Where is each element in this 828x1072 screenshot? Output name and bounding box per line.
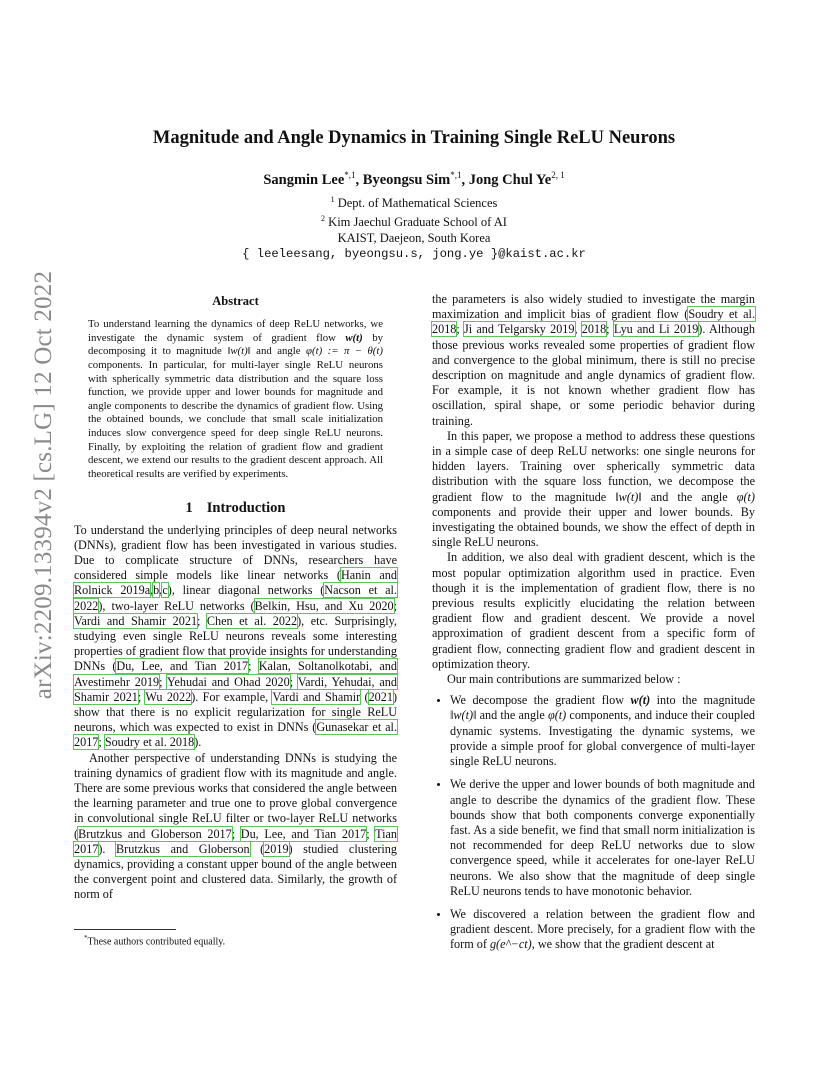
- citation-link[interactable]: c: [162, 583, 168, 598]
- body-paragraph: In this paper, we propose a method to address these questions in a simple case of deep ReLU networks: one single neurons for hidden layers. Training over spherically symmetric data distribution with the square loss function, we decompose the gradient flow to the magnitude ‖w(t)‖ and the angle φ(t) components and provide their upper and lower bounds. By investigating the obtained bounds, we show the effect of depth in single ReLU neurons.: [432, 428, 755, 550]
- section-heading-introduction: 1 Introduction: [185, 500, 286, 517]
- author-emails: { leeleesang, byeongsu.s, jong.ye }@kaist.ac.kr: [242, 247, 586, 262]
- citation-link[interactable]: Kalan, Soltanolkotabi, and Avestimehr 2019: [74, 659, 397, 689]
- citation-link[interactable]: Du, Lee, and Tian 2017: [240, 826, 367, 841]
- math-inline: ‖w(t)‖: [615, 489, 642, 504]
- citation-link[interactable]: Brutzkus and Globerson 2017: [78, 826, 232, 841]
- body-paragraph: the parameters is also widely studied to investigate the margin maximization and implicit bias of gradient flow (Soudry et al. 2018; Ji and Telgarsky 2019, 2018; Lyu and Li 2019). Although those previous works revealed some properties of gradient flow and convergence to the global minimum, there is still no precise description on magnitude and angle dynamics of gradient flow. For example, it is not known whether gradient flow has oscillation, spiral shape, or some periodic behavior during training.: [432, 292, 756, 428]
- math-inline: g(e^−ct): [489, 937, 532, 952]
- list-item: • We derive the upper and lower bounds of both magnitude and angle to describe the dynamics of the gradient flow. These bounds show that both components converge exponentially fast. As a side benefit, we find that small norm initialization is not recommended for deep ReLU networks due to slow convergence speed, while it accelerates for one-layer ReLU neurons. We also show that the magnitude of deep single ReLU neurons tends to have monotonic behavior.: [450, 777, 755, 899]
- citation-link[interactable]: Nacson et al. 2022: [74, 583, 397, 613]
- abstract-heading: Abstract: [212, 294, 259, 308]
- citation-link[interactable]: b: [153, 583, 160, 598]
- left-column: [74, 294, 397, 903]
- body-paragraph: Our main contributions are summarized below :: [447, 672, 681, 687]
- citation-link[interactable]: Soudry et al. 2018: [104, 735, 195, 750]
- right-column: [432, 292, 755, 961]
- citation-link[interactable]: Wu 2022: [145, 689, 192, 704]
- citation-link[interactable]: Du, Lee, and Tian 2017: [116, 659, 249, 674]
- footnote-divider: [74, 929, 176, 930]
- affiliation-line: $^1$ Dept. of Mathematical Sciences: [330, 195, 498, 211]
- author-name: Jong Chul Ye: [468, 171, 552, 188]
- author-mark: *,1: [450, 170, 462, 180]
- affiliations: [0, 192, 828, 262]
- citation-link[interactable]: Yehudai and Ohad 2020: [166, 674, 290, 689]
- math-inline: ‖w(t)‖: [450, 708, 477, 723]
- math-inline: w(t): [345, 331, 363, 344]
- math-inline: φ(t): [736, 489, 755, 504]
- citation-link[interactable]: Hanin and Rolnick 2019a: [74, 568, 397, 598]
- math-inline: ‖w(t)‖: [227, 345, 251, 358]
- citation-link[interactable]: Chen et al. 2022: [206, 613, 298, 628]
- body-paragraph: In addition, we also deal with gradient descent, which is the most popular optimization algorithm used in practice. Even though it is the implementation of gradient flow, there is no previous results explicitly elucidating the relation between gradient flow and gradient descent. We provide a novel approximation of gradient descent from a specific form of gradient flow, connecting gradient flow and gradient descent in optimization theory.: [432, 550, 755, 671]
- author-mark: 2, 1: [551, 170, 565, 180]
- citation-link[interactable]: Vardi and Shamir 2021: [74, 613, 198, 628]
- affiliation-line: KAIST, Daejeon, South Korea: [337, 231, 491, 246]
- citation-link[interactable]: Vardi, Yehudai, and Shamir 2021: [74, 674, 397, 704]
- citation-link[interactable]: Brutzkus and Globerson: [116, 841, 250, 856]
- math-inline: φ(t): [548, 708, 567, 723]
- list-item: • We decompose the gradient flow w(t) into the magnitude ‖w(t)‖ and the angle φ(t) components, and induce their coupled dynamic systems. Investigating the dynamic systems, we provide a simple proof for global convergence of multi-layer single ReLU neurons.: [450, 693, 755, 769]
- citation-link[interactable]: Belkin, Hsu, and Xu 2020: [254, 598, 394, 613]
- author-mark: *,1: [344, 170, 356, 180]
- citation-link[interactable]: Lyu and Li 2019: [613, 322, 699, 337]
- citation-link[interactable]: Tian 2017: [74, 826, 397, 856]
- math-inline: w(t): [630, 693, 651, 708]
- citation-link[interactable]: Soudry et al. 2018: [432, 307, 755, 337]
- intro-paragraph: To understand the underlying principles of deep neural networks (DNNs), gradient flow has been investigated in various studies. Due to complicate structure of DNNs, researchers have considered simple models like linear networks (Hanin and Rolnick 2019a,b,c), linear diagonal networks (Nacson et al. 2022), two-layer ReLU networks (Belkin, Hsu, and Xu 2020; Vardi and Shamir 2021; Chen et al. 2022), etc. Surprisingly, studying even single ReLU neurons reveals some interesting properties of gradient flow that provide insights for understanding DNNs (Du, Lee, and Tian 2017; Kalan, Soltanolkotabi, and Avestimehr 2019; Yehudai and Ohad 2020; Vardi, Yehudai, and Shamir 2021; Wu 2022). For example, Vardi and Shamir (2021) show that there is no explicit regularization for single ReLU neurons, which was expected to exist in DNNs (Gunasekar et al. 2017; Soudry et al. 2018).: [74, 522, 397, 750]
- author-name: Byeongsu Sim: [362, 171, 451, 188]
- abstract-body: To understand learning the dynamics of deep ReLU networks, we investigate the dynamic system of gradient flow w(t) by decomposing it to magnitude ‖w(t)‖ and angle φ(t) := π − θ(t) components. In particular, for multi-layer single ReLU neurons with spherically symmetric data distribution and the square loss function, we provide upper and lower bounds for magnitude and angle components to describe the dynamics of gradient flow. Using the obtained bounds, we conclude that small scale initialization induces slow convergence speed for deep single ReLU neurons. Finally, by exploiting the relation of gradient flow and gradient descent, we extend our results to the gradient descent approach. All theoretical results are verified by experiments.: [88, 318, 383, 480]
- footnote: *These authors contributed equally.: [84, 934, 226, 948]
- intro-paragraph: Another perspective of understanding DNNs is studying the training dynamics of gradient flow with its magnitude and angle. There are some previous works that considered the angle between the learning parameter and true one to prove global convergence in convolutional single ReLU filter or two-layer ReLU networks (Brutzkus and Globerson 2017; Du, Lee, and Tian 2017; Tian 2017). Brutzkus and Globerson (2019) studied clustering dynamics, providing a constant upper bound of the angle between the convergent point and clustered data. Similarly, the growth of norm of: [74, 750, 397, 902]
- author-name: Sangmin Lee: [263, 171, 345, 188]
- math-inline: φ(t) := π − θ(t): [306, 345, 383, 358]
- citation-link[interactable]: 2019: [264, 841, 289, 856]
- paper-title: Magnitude and Angle Dynamics in Training Single ReLU Neurons: [152, 128, 676, 148]
- arxiv-sidebar-stamp: [24, 270, 64, 700]
- arxiv-identifier: arXiv:2209.13394v2 [cs.LG] 12 Oct 2022: [30, 270, 57, 700]
- citation-link[interactable]: 2018: [581, 322, 607, 337]
- citation-link[interactable]: 2021: [368, 689, 393, 704]
- citation-link[interactable]: Ji and Telgarsky 2019: [464, 322, 575, 337]
- author-list: Sangmin Lee$^{*,1}$, Byeongsu Sim$^{*,1}$, Jong Chul Ye$^{2, 1}$: [263, 170, 565, 188]
- affiliation-line: $^2$ Kim Jaechul Graduate School of AI: [321, 214, 507, 230]
- citation-link[interactable]: Gunasekar et al. 2017: [74, 720, 397, 750]
- citation-link[interactable]: Vardi and Shamir: [272, 689, 361, 704]
- list-item: • We discovered a relation between the gradient flow and gradient descent. More precisely, for a gradient flow with the form of g(e^−ct), we show that the gradient descent at: [450, 907, 755, 953]
- contributions-list: [432, 693, 755, 952]
